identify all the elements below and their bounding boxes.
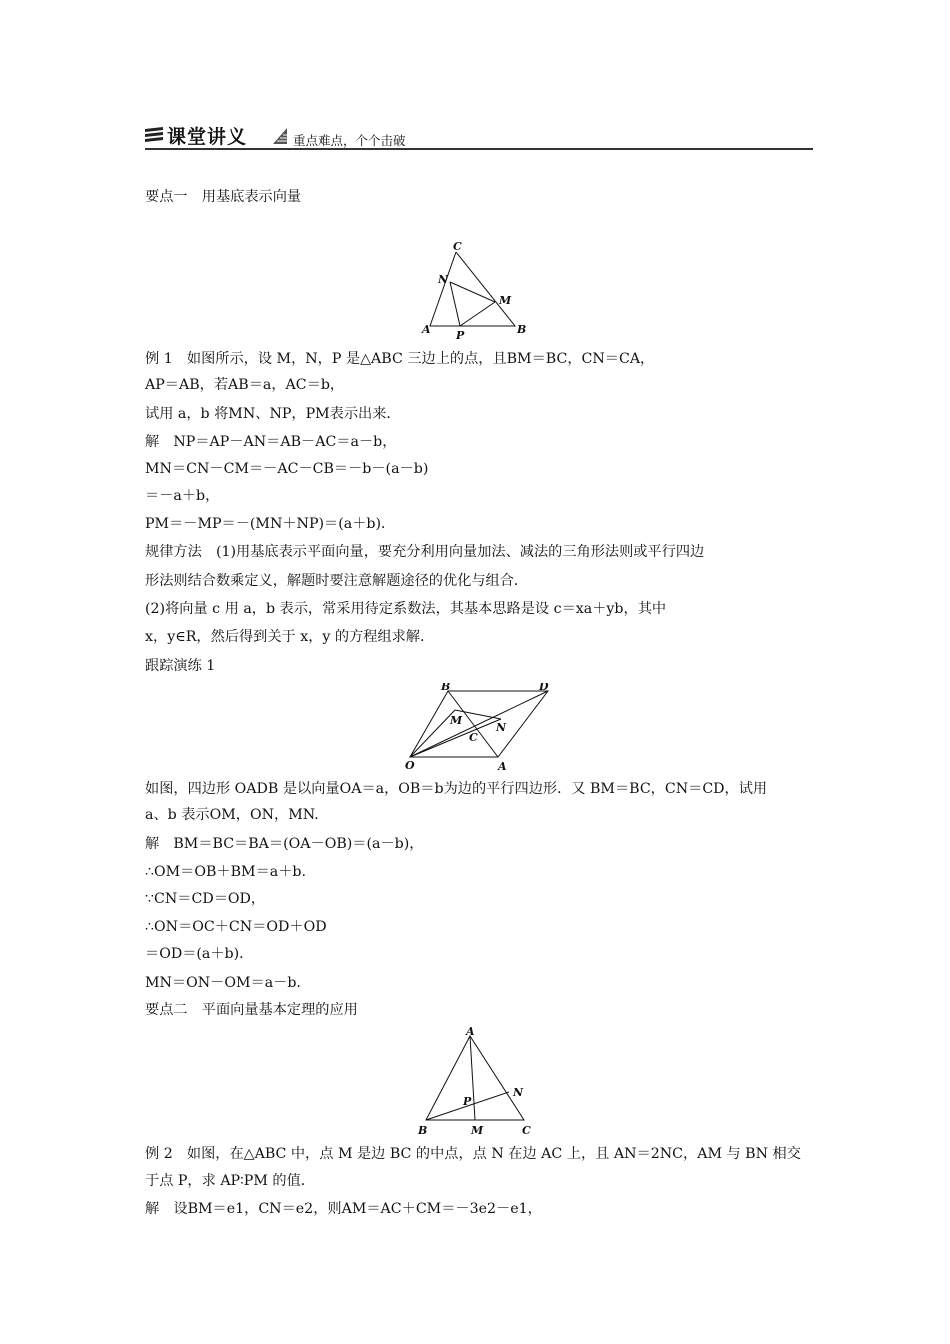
solution-1-line-1: 解 NP＝AP－AN＝AB－AC＝a－b， [145,434,397,450]
figure-triangle-mnp [420,240,530,342]
section-header [145,122,813,152]
solution-2-line-6: MN＝ON－OM＝a－b. [145,975,301,991]
figure-triangle-median [412,1026,542,1138]
solution-2-line-2: ∴OM＝OB＋BM＝a＋b. [145,864,306,880]
solution-3-line-1: 解 设BM＝e1，CN＝e2，则AM＝AC＋CM＝－3e2－e1， [145,1201,542,1217]
heading-point-two: 要点二 平面向量基本定理的应用 [145,1002,358,1018]
practice-1-line-2: a、b 表示OM，ON，MN. [145,807,319,823]
figure-parallelogram-oadb [398,683,558,773]
practice-1-heading: 跟踪演练 1 [145,658,216,674]
method-line-1: 规律方法 (1)用基底表示平面向量，要充分利用向量加法、减法的三角形法则或平行四边 [145,544,705,560]
example-1-line-1: 例 1 如图所示，设 M，N，P 是△ABC 三边上的点，且BM＝BC，CN＝CA， [145,351,655,367]
solution-1-line-3: ＝－a＋b， [145,488,220,504]
solution-2-line-3: ∵CN＝CD＝OD， [145,891,266,907]
method-line-3: (2)将向量 c 用 a，b 表示，常采用待定系数法，其基本思路是设 c＝xa＋yb，其中 [145,601,667,617]
solution-2-line-4: ∴ON＝OC＋CN＝OD＋OD [145,919,327,935]
label-n: N [513,1086,524,1099]
label-c: C [453,240,462,253]
label-a: A [422,323,431,336]
label-b: B [418,1124,428,1137]
example-2-line-2: 于点 P，求 AP∶PM 的值． [145,1173,315,1189]
label-m: M [471,1124,484,1137]
label-m: M [450,714,463,727]
label-p: P [456,329,465,342]
solution-1-line-2: MN＝CN－CM＝－AC－CB＝－b－(a－b) [145,461,429,477]
label-n: N [438,273,449,286]
label-d: D [539,683,549,693]
section-subtitle: 重点难点，个个击破 [293,133,406,148]
solution-2-line-1: 解 BM＝BC＝BA＝(OA－OB)＝(a－b)， [145,836,424,852]
label-b: B [517,323,527,336]
label-a: A [466,1026,475,1038]
label-c: C [522,1124,531,1137]
section-title: 课堂讲义 [167,126,248,148]
label-b: B [441,683,451,693]
example-1-line-3: 试用 a，b 将MN、NP，PM表示出来． [145,406,401,422]
label-p: P [463,1095,472,1108]
method-line-4: x，y∈R，然后得到关于 x，y 的方程组求解． [145,629,435,645]
example-1-line-2: AP＝AB，若AB＝a，AC＝b， [145,377,345,393]
label-a: A [498,760,507,773]
stripes-icon [145,127,163,145]
header-rule [145,148,813,150]
label-c: C [469,731,478,744]
method-line-2: 形法则结合数乘定义，解题时要注意解题途径的优化与组合． [145,573,529,589]
label-o: O [405,759,415,772]
example-2-line-1: 例 2 如图，在△ABC 中，点 M 是边 BC 的中点，点 N 在边 AC 上，且 AN＝2NC，AM 与 BN 相交 [145,1146,801,1162]
triangle-stripes-icon [273,128,287,144]
label-n: N [496,721,507,734]
practice-1-line-1: 如图，四边形 OADB 是以向量OA＝a，OB＝b为边的平行四边形．又 BM＝BC，CN＝CD，试用 [145,781,768,797]
heading-point-one: 要点一 用基底表示向量 [145,189,302,205]
solution-1-line-4: PM＝－MP＝－(MN＋NP)＝(a＋b)． [145,516,396,532]
solution-2-line-5: ＝OD＝(a＋b)． [145,946,254,962]
label-m: M [499,294,512,307]
